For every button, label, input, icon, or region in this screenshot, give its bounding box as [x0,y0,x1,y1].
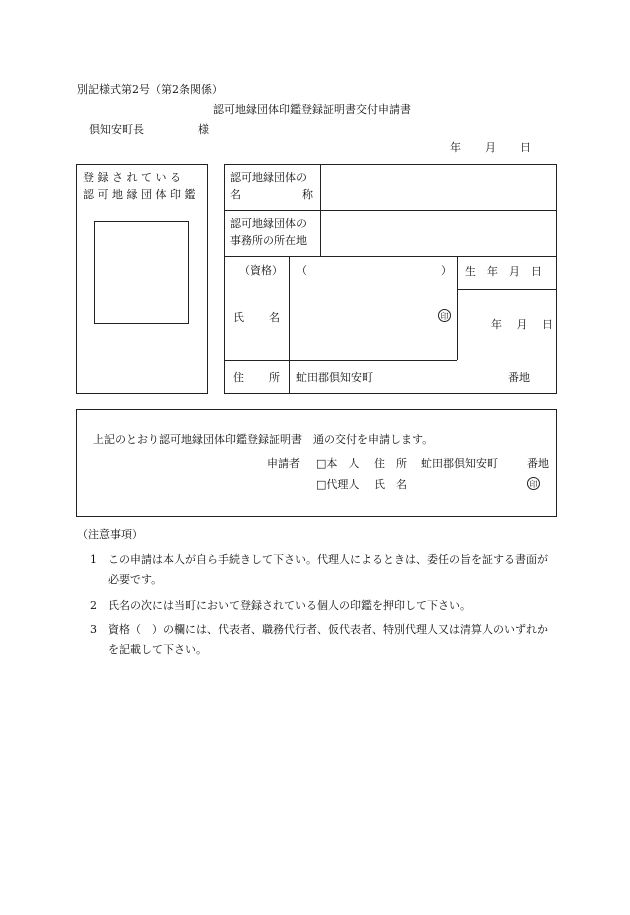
seal-box-label-line2: 認 可 地 縁 団 体 印 鑑 [83,188,196,201]
office-location-label-2: 事務所の所在地 [230,234,307,247]
request-statement: 上記のとおり認可地縁団体印鑑登録証明書 通の交付を申請します。 [93,433,434,446]
column-divider [289,256,290,394]
seal-mark-icon: 印 [527,477,540,490]
note-item-3 [108,620,558,660]
notes-heading: （注意事項） [77,528,143,541]
note-number: 1 [90,553,97,566]
row-divider [224,210,557,211]
status-field[interactable] [308,262,438,282]
org-name-label-name: 名 [230,188,241,201]
self-option-checkbox[interactable]: □本 人 [316,457,360,470]
row-divider [224,256,557,257]
note-text: この申請は本人が自ら手続きして下さい。代理人によるときは、委任の旨を証する書面が必要です。 [108,553,548,586]
applicant-name-label: 氏 名 [374,478,407,491]
org-name-field[interactable] [322,166,554,208]
office-location-label: 認可地縁団体の [230,217,307,230]
note-text: 氏名の次には当町において登録されている個人の印鑑を押印して下さい。 [108,599,471,612]
date-year: 年 [450,141,461,154]
office-location-field[interactable] [322,212,554,254]
note-item-1 [108,550,558,590]
address-field[interactable] [380,365,500,389]
birth-date-label: 生 年 月 日 [465,265,542,278]
honorific: 様 [198,123,209,136]
status-paren-close: ） [441,264,452,277]
address-value: 虻田郡倶知安町 [296,371,373,384]
address-label-b: 所 [269,371,280,384]
applicant-label: 申請者 [267,457,300,470]
address-suffix: 番地 [508,371,530,384]
org-name-label: 認可地縁団体の [230,171,307,184]
note-item-2 [108,596,558,616]
date-day: 日 [520,141,531,154]
birth-date-value: 年 月 日 [491,318,553,331]
row-divider [457,289,557,290]
note-number: 3 [90,623,97,636]
org-name-label-suffix: 称 [302,188,313,201]
name-label-b: 名 [269,311,280,324]
applicant-address-value: 虻田郡倶知安町 [421,457,498,470]
applicant-address-suffix: 番地 [527,457,549,470]
addressee: 倶知安町長 [89,123,144,136]
seal-mark-icon: 印 [438,309,451,322]
column-divider [457,256,458,360]
address-label: 住 [233,371,244,384]
applicant-address-field[interactable] [505,452,525,472]
status-label: （資格） [239,264,283,277]
applicant-address-label: 住 所 [374,457,407,470]
status-paren-open: （ [296,264,307,277]
form-number: 別記様式第2号（第2条関係） [77,83,223,96]
name-label: 氏 [233,311,244,324]
name-field[interactable] [292,290,432,350]
applicant-name-field[interactable] [420,474,520,494]
date-month: 月 [485,141,496,154]
note-number: 2 [90,599,97,612]
seal-impression-area[interactable] [94,221,189,324]
agent-option-checkbox[interactable]: □代理人 [316,478,360,491]
row-divider [224,360,457,361]
seal-box-label-line1: 登 録 さ れ て い る [83,171,181,184]
page-title: 認可地縁団体印鑑登録証明書交付申請書 [213,103,411,116]
column-divider [320,164,321,256]
note-text: 資格（ ）の欄には、代表者、職務代行者、仮代表者、特別代理人又は清算人のいずれかを記載して下さい。 [108,623,548,656]
